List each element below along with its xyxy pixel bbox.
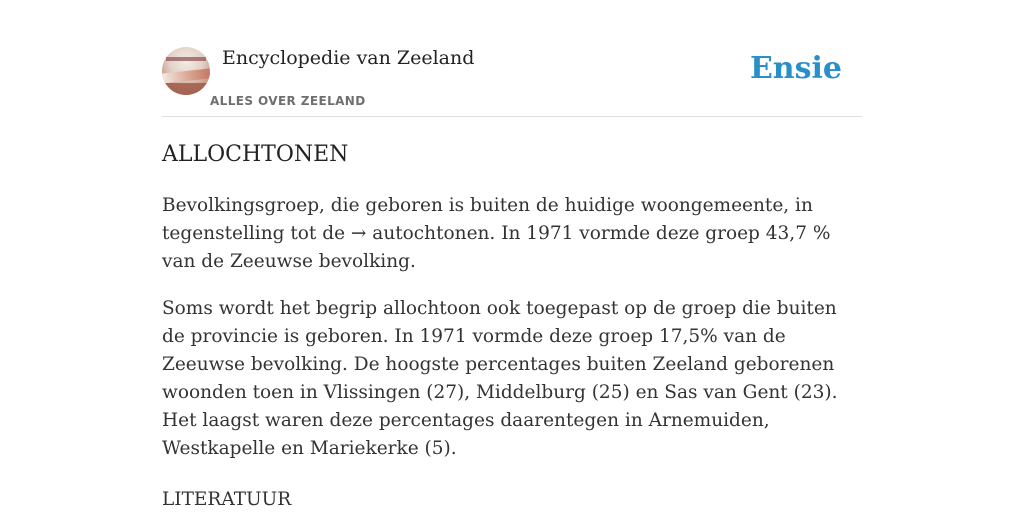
site-title-link[interactable]: Encyclopedie van Zeeland xyxy=(222,47,475,69)
site-avatar[interactable] xyxy=(162,47,210,95)
article-paragraph: Bevolkingsgroep, die geboren is buiten de huidige woongemeente, in tegenstelling tot de → autochtonen. In 1971 vormde deze groep 43,7 % van de Zeeuwse bevolking. xyxy=(162,195,831,272)
literature-heading: LITERATUUR xyxy=(162,489,292,510)
article-paragraph: Soms wordt het begrip allochtoon ook toegepast op de groep die buiten de provincie is geboren. In 1971 vormde deze groep 17,5% van de Zeeuwse bevolking. De hoogste percentages buiten Zeeland geborenen woonden toen in Vlissingen (27), Middelburg (25) en Sas van Gent (23). Het laagst waren deze percentages daarentegen in Arnemuiden, Westkapelle en Mariekerke (5). xyxy=(162,298,838,459)
site-header xyxy=(162,0,862,117)
avatar-image-detail xyxy=(166,57,206,61)
article-title: ALLOCHTONEN xyxy=(162,142,349,167)
ensie-logo-link[interactable]: Ensie xyxy=(749,51,842,86)
avatar-image-detail xyxy=(162,83,210,95)
article-content xyxy=(162,140,852,512)
avatar-image-detail xyxy=(162,69,210,84)
site-subtitle: ALLES OVER ZEELAND xyxy=(210,94,366,108)
